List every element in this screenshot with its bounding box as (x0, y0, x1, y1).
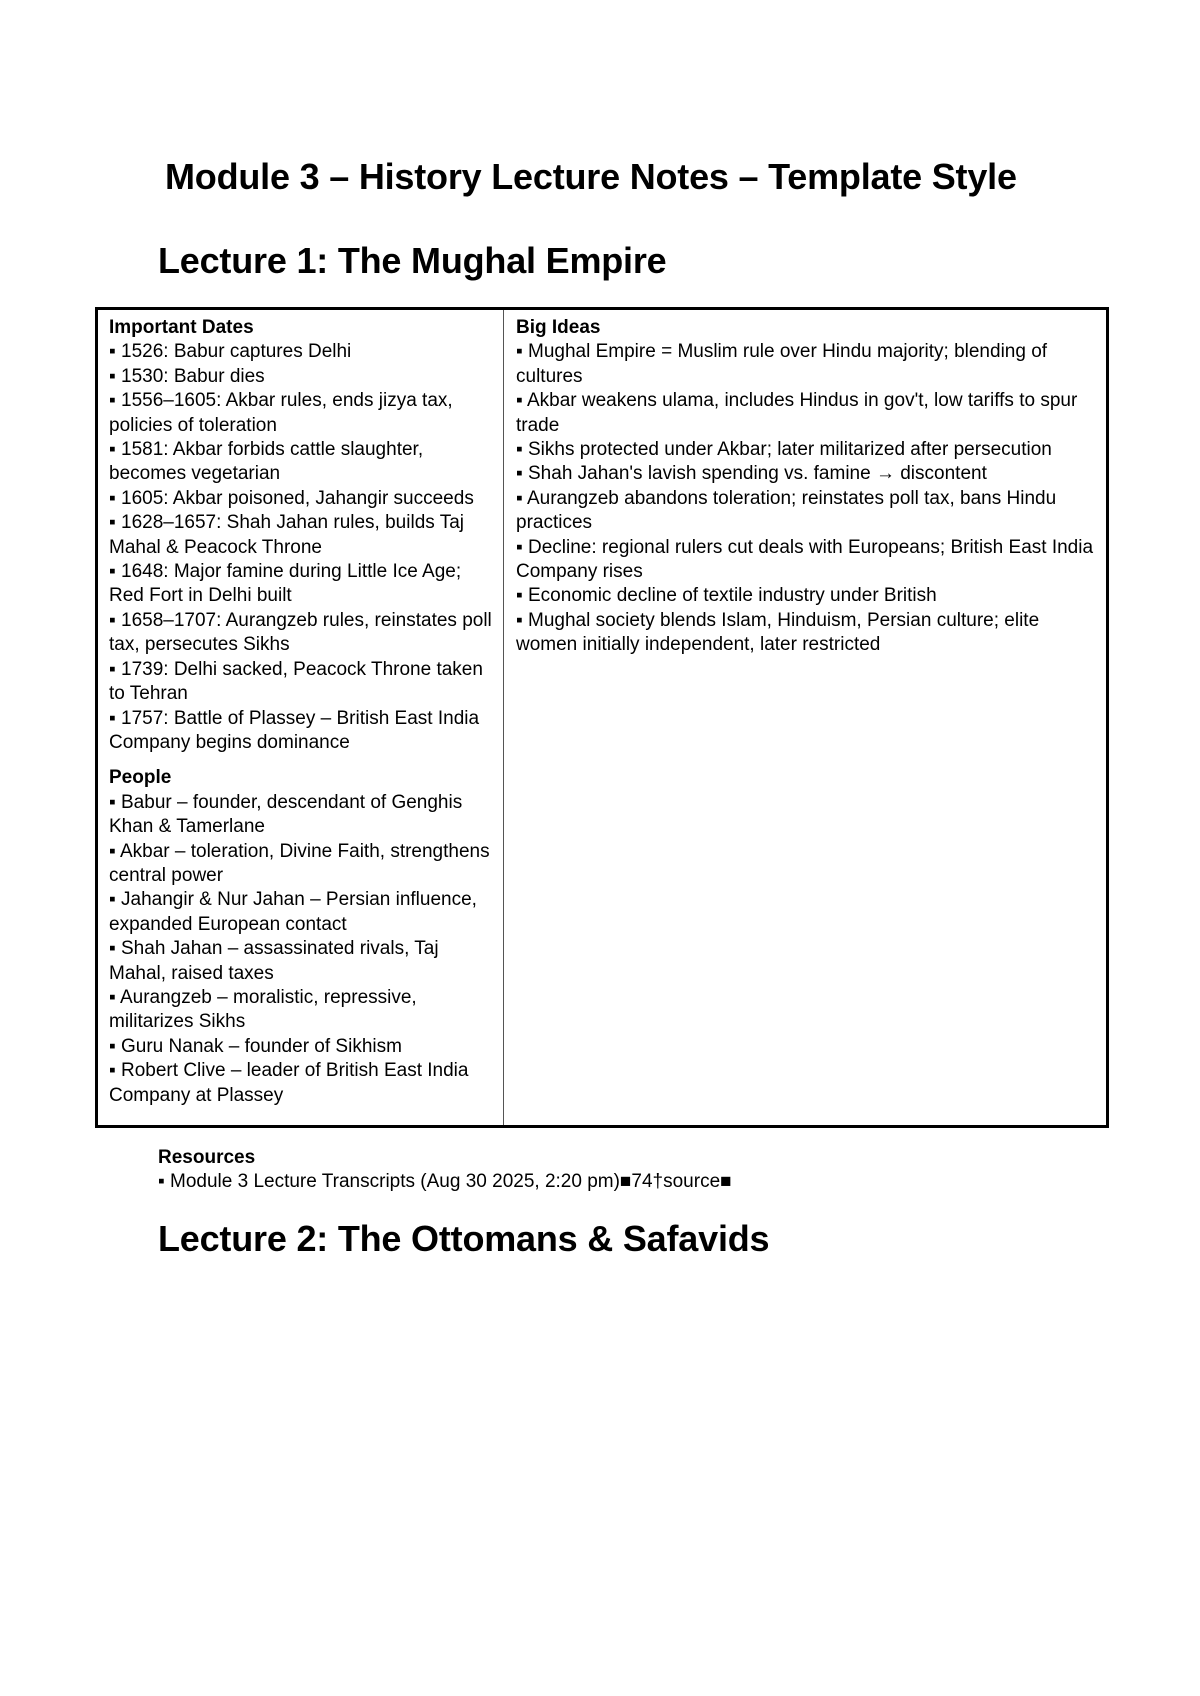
idea-item: ▪ Economic decline of textile industry under British (516, 585, 937, 607)
person-item: ▪ Jahangir & Nur Jahan – Persian influence, expanded European contact (109, 889, 477, 935)
idea-item: ▪ Shah Jahan's lavish spending vs. famine → discontent (516, 463, 987, 485)
idea-item: ▪ Akbar weakens ulama, includes Hindus in gov't, low tariffs to spur trade (516, 390, 1078, 436)
people-list (109, 791, 495, 1108)
date-item: ▪ 1648: Major famine during Little Ice Age; Red Fort in Delhi built (109, 561, 462, 607)
lecture-1-notes-table (95, 307, 1109, 1128)
person-item: ▪ Akbar – toleration, Divine Faith, strengthens central power (109, 840, 490, 886)
person-item: ▪ Aurangzeb – moralistic, repressive, militarizes Sikhs (109, 986, 417, 1033)
idea-item: ▪ Mughal society blends Islam, Hinduism, Persian culture; elite women initially independent, later restricted (516, 609, 1040, 656)
date-item: ▪ 1605: Akbar poisoned, Jahangir succeeds (109, 487, 474, 509)
resources-title: Resources (158, 1147, 256, 1168)
date-item: ▪ 1628–1657: Shah Jahan rules, builds Taj Mahal & Peacock Throne (109, 512, 464, 558)
date-item: ▪ 1581: Akbar forbids cattle slaughter, becomes vegetarian (109, 439, 424, 485)
person-item: ▪ Babur – founder, descendant of Genghis Khan & Tamerlane (109, 791, 463, 838)
left-column (98, 310, 504, 1125)
important-dates-list (109, 340, 495, 755)
resources-section (158, 1146, 732, 1195)
important-dates-title: Important Dates (109, 317, 254, 338)
date-item: ▪ 1526: Babur captures Delhi (109, 341, 352, 363)
date-item: ▪ 1556–1605: Akbar rules, ends jizya tax, policies of toleration (109, 390, 453, 436)
big-ideas-list (516, 340, 1098, 657)
big-ideas-title: Big Ideas (516, 317, 601, 338)
lecture-2-heading: Lecture 2: The Ottomans & Safavids (158, 1218, 770, 1259)
date-item: ▪ 1658–1707: Aurangzeb rules, reinstates poll tax, persecutes Sikhs (109, 609, 492, 656)
person-item: ▪ Shah Jahan – assassinated rivals, Taj Mahal, raised taxes (109, 938, 439, 984)
resources-list (158, 1170, 732, 1194)
idea-item: ▪ Mughal Empire = Muslim rule over Hindu majority; blending of cultures (516, 341, 1048, 387)
date-item: ▪ 1739: Delhi sacked, Peacock Throne taken to Tehran (109, 658, 483, 705)
right-column (504, 310, 1106, 1125)
date-item: ▪ 1530: Babur dies (109, 365, 265, 387)
document-title: Module 3 – History Lecture Notes – Template Style (165, 156, 1017, 197)
people-title: People (109, 767, 172, 789)
idea-item: ▪ Aurangzeb abandons toleration; reinstates poll tax, bans Hindu practices (516, 487, 1057, 534)
person-item: ▪ Robert Clive – leader of British East India Company at Plassey (109, 1060, 469, 1106)
person-item: ▪ Guru Nanak – founder of Sikhism (109, 1035, 402, 1057)
idea-item: ▪ Decline: regional rulers cut deals with Europeans; British East India Company rises (516, 536, 1094, 583)
resource-item: ▪ Module 3 Lecture Transcripts (Aug 30 2025, 2:20 pm)■74†source■ (158, 1171, 732, 1193)
idea-item: ▪ Sikhs protected under Akbar; later militarized after persecution (516, 439, 1052, 461)
date-item: ▪ 1757: Battle of Plassey – British East India Company begins dominance (109, 707, 480, 753)
lecture-1-heading: Lecture 1: The Mughal Empire (158, 240, 667, 281)
